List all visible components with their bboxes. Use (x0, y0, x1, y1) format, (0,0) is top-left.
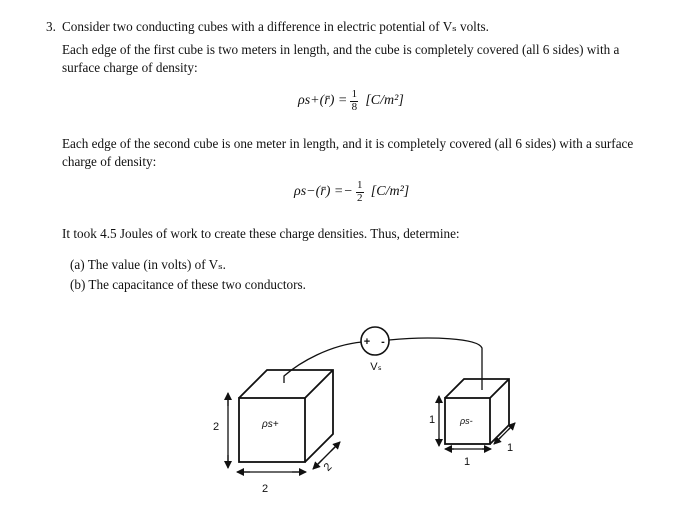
big-cube-charge-label: ρs+ (262, 419, 279, 430)
work-statement: It took 4.5 Joules of work to create these charge densities. Thus, determine: (62, 226, 460, 241)
big-width-label: 2 (262, 483, 269, 495)
wire-left (284, 342, 362, 383)
equation-rho-minus-unit: [C/m²] (370, 184, 410, 199)
part-a: (a) The value (in volts) of Vₛ. (70, 257, 226, 272)
big-cube (239, 370, 333, 462)
small-cube (445, 379, 509, 444)
big-depth-label: 2 (321, 460, 335, 474)
first-cube-text-line2: surface charge of density: (62, 60, 198, 75)
equation-rho-plus-lhs: ρs+(r̄) = (298, 93, 348, 108)
small-height-label: 1 (429, 414, 436, 426)
wire-right (389, 338, 482, 390)
first-cube-text-line1: Each edge of the first cube is two meters in length, and the cube is completely covered (all 6 sides) with a (62, 42, 620, 57)
source-minus-sign: - (381, 336, 385, 348)
small-depth-arrow (494, 423, 515, 444)
problem-intro: Consider two conducting cubes with a difference in electric potential of Vₛ volts. (62, 19, 489, 34)
equation-rho-plus-unit: [C/m²] (365, 93, 404, 108)
source-label: Vₛ (370, 361, 382, 373)
small-depth-label: 1 (507, 442, 514, 454)
small-cube-charge-label: ρs- (460, 416, 473, 426)
source-plus-sign: + (363, 336, 371, 348)
equation-rho-minus-numerator: 1 (357, 179, 363, 191)
equation-rho-minus-lhs: ρs−(r̄) =− (294, 184, 353, 199)
part-b: (b) The capacitance of these two conductors. (70, 277, 306, 292)
big-height-label: 2 (213, 421, 220, 433)
problem-number: 3. (46, 19, 56, 34)
equation-rho-plus-denominator: 8 (351, 101, 358, 113)
small-width-label: 1 (464, 456, 471, 468)
second-cube-text-line1: Each edge of the second cube is one meter in length, and it is completely covered (all 6 sides) with a surface (62, 136, 634, 151)
second-cube-text-line2: charge of density: (62, 154, 157, 169)
equation-rho-plus-numerator: 1 (351, 88, 358, 100)
equation-rho-minus-denominator: 2 (357, 192, 363, 204)
